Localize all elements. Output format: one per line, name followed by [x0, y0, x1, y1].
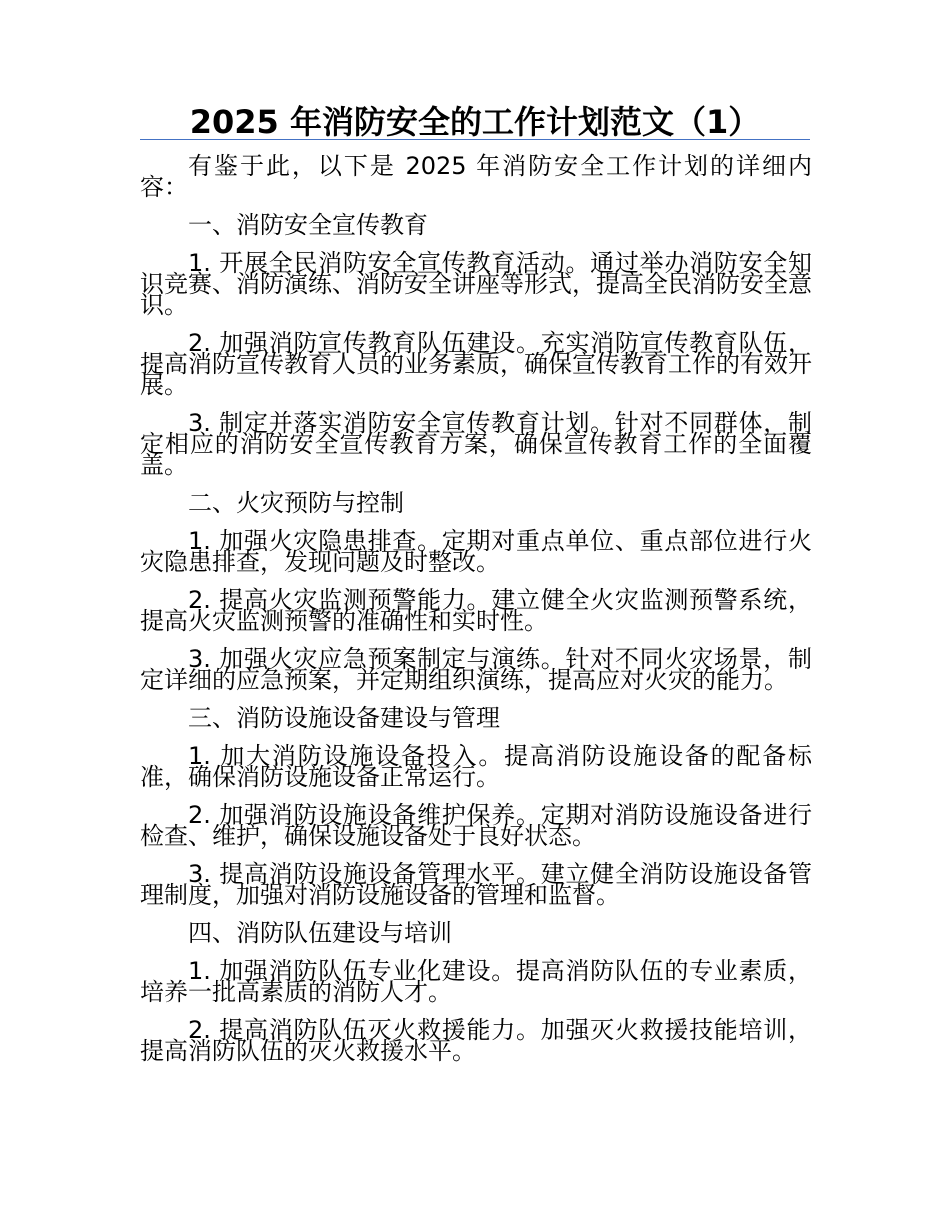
paragraph: 1. 加强火灾隐患排查。定期对重点单位、重点部位进行火灾隐患排查，发现问题及时整改。	[140, 527, 812, 576]
document-body	[140, 152, 812, 1079]
paragraph: 3. 加强火灾应急预案制定与演练。针对不同火灾场景，制定详细的应急预案，并定期组织演练，提高应对火灾的能力。	[140, 645, 812, 694]
paragraph: 2. 提高火灾监测预警能力。建立健全火灾监测预警系统，提高火灾监测预警的准确性和实时性。	[140, 586, 812, 635]
section-heading-1: 一、消防安全宣传教育	[188, 211, 428, 239]
section-heading-4: 四、消防队伍建设与培训	[188, 919, 452, 947]
section-heading-2: 二、火灾预防与控制	[188, 489, 404, 517]
paragraph: 2. 提高消防队伍灭火救援能力。加强灭火救援技能培训，提高消防队伍的灭火救援水平。	[140, 1016, 812, 1065]
paragraph: 1. 加大消防设施设备投入。提高消防设施设备的配备标准，确保消防设施设备正常运行。	[140, 742, 812, 791]
paragraph: 3. 提高消防设施设备管理水平。建立健全消防设施设备管理制度，加强对消防设施设备的管理和监督。	[140, 860, 812, 909]
paragraph: 2. 加强消防设施设备维护保养。定期对消防设施设备进行检查、维护，确保设施设备处于良好状态。	[140, 801, 812, 850]
paragraph: 3. 制定并落实消防安全宣传教育计划。针对不同群体，制定相应的消防安全宣传教育方案，确保宣传教育工作的全面覆盖。	[140, 409, 812, 479]
paragraph: 1. 开展全民消防安全宣传教育活动。通过举办消防安全知识竞赛、消防演练、消防安全讲座等形式，提高全民消防安全意识。	[140, 249, 812, 319]
document-title: 2025 年消防安全的工作计划范文（1）	[189, 103, 761, 141]
paragraph: 1. 加强消防队伍专业化建设。提高消防队伍的专业素质，培养一批高素质的消防人才。	[140, 957, 812, 1006]
paragraph: 2. 加强消防宣传教育队伍建设。充实消防宣传教育队伍，提高消防宣传教育人员的业务素质，确保宣传教育工作的有效开展。	[140, 329, 812, 399]
intro-paragraph: 有鉴于此，以下是 2025 年消防安全工作计划的详细内容：	[140, 152, 812, 201]
title-underline	[140, 139, 810, 140]
section-heading-3: 三、消防设施设备建设与管理	[188, 704, 500, 732]
